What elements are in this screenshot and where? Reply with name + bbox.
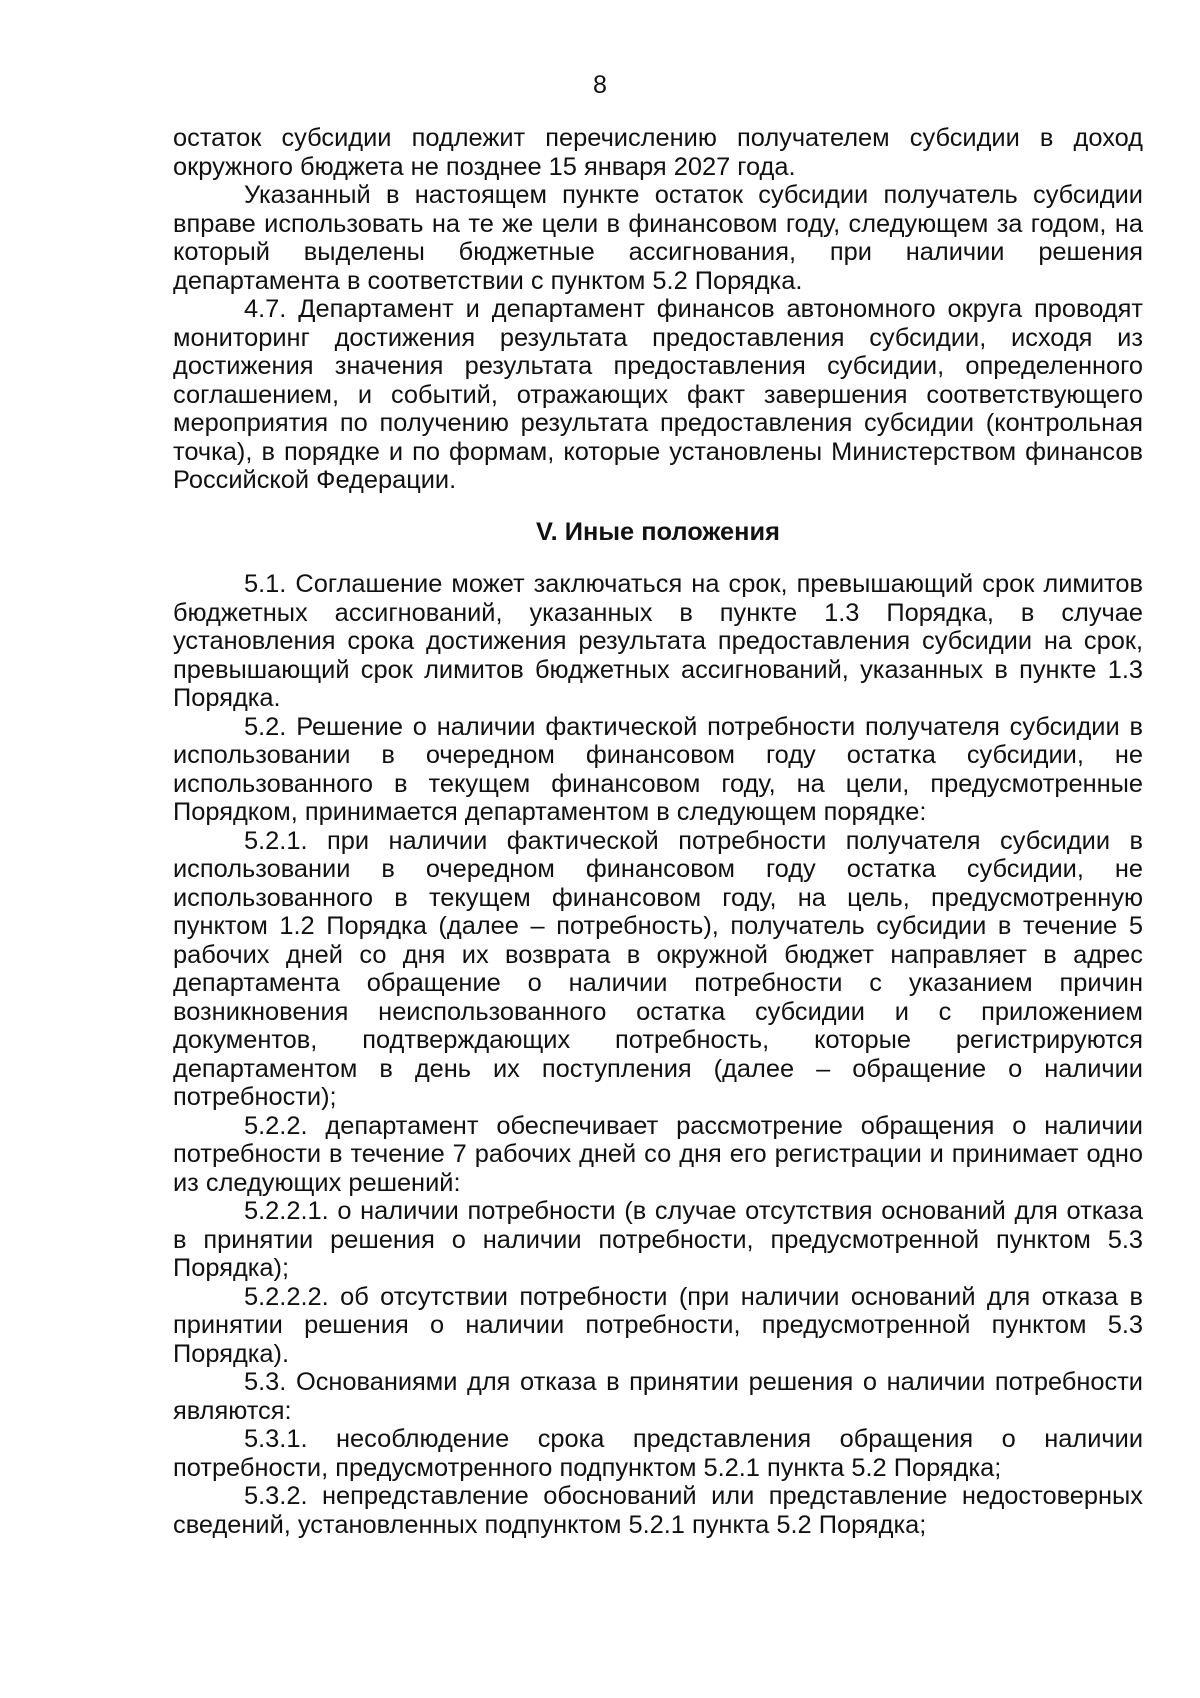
page-number: 8: [593, 71, 607, 99]
paragraph-5-2-2: 5.2.2. департамент обеспечивает рассмотрение обращения о наличии потребности в течение 7 рабочих дней со дня его регистрации и принимает одно из следующих решений:: [173, 1111, 1143, 1197]
paragraph-5-2: 5.2. Решение о наличии фактической потребности получателя субсидии в использовании в очередном финансовом году остатка субсидии, не использованного в текущем финансовом году, на цели, предусмотренные Порядком, принимается департаментом в следующем порядке:: [173, 712, 1143, 826]
paragraph-5-3-1: 5.3.1. несоблюдение срока представления обращения о наличии потребности, предусмотренного подпунктом 5.2.1 пункта 5.2 Порядка;: [173, 1425, 1143, 1482]
paragraph-5-2-2-1: 5.2.2.1. о наличии потребности (в случае отсутствия оснований для отказа в принятии решения о наличии потребности, предусмотренной пунктом 5.3 Порядка);: [173, 1197, 1143, 1282]
paragraph-5-2-1: 5.2.1. при наличии фактической потребности получателя субсидии в использовании в очередном финансовом году остатка субсидии, не использованного в текущем финансовом году, на цель, предусмотренную пунктом 1.2 Порядка (далее – потребность), получатель субсидии в течение 5 рабочих дней со дня их возврата в окружной бюджет направляет в адрес департамента обращение о наличии потребности с указанием причин возникновения неиспользованного остатка субсидии и с приложением документов, подтверждающих потребность, которые регистрируются департаментом в день их поступления (далее – обращение о наличии потребности);: [173, 826, 1143, 1111]
paragraph-5-3: 5.3. Основаниями для отказа в принятии решения о наличии потребности являются:: [173, 1368, 1143, 1425]
paragraph: Указанный в настоящем пункте остаток субсидии получатель субсидии вправе использовать на те же цели в финансовом году, следующем за годом, на который выделены бюджетные ассигнования, при наличии решения департамента в соответствии с пунктом 5.2 Порядка.: [173, 181, 1143, 295]
paragraph-5-3-2: 5.3.2. непредставление обоснований или представление недостоверных сведений, установленных подпунктом 5.2.1 пункта 5.2 Порядка;: [173, 1482, 1143, 1539]
paragraph-5-2-2-2: 5.2.2.2. об отсутствии потребности (при наличии оснований для отказа в принятии решения о наличии потребности, предусмотренной пунктом 5.3 Порядка).: [173, 1282, 1143, 1368]
paragraph-5-1: 5.1. Соглашение может заключаться на срок, превышающий срок лимитов бюджетных ассигнований, указанных в пункте 1.3 Порядка, в случае установления срока достижения результата предоставления субсидии на срок, превышающий срок лимитов бюджетных ассигнований, указанных в пункте 1.3 Порядка.: [173, 570, 1143, 712]
paragraph-continuation: остаток субсидии подлежит перечислению получателем субсидии в доход окружного бюджета не позднее 15 января 2027 года.: [173, 124, 1143, 181]
paragraph-4-7: 4.7. Департамент и департамент финансов автономного округа проводят мониторинг достижения результата предоставления субсидии, исходя из достижения значения результата предоставления субсидии, определенного соглашением, и событий, отражающих факт завершения соответствующего мероприятия по получению результата предоставления субсидии (контрольная точка), в порядке и по формам, которые установлены Министерством финансов Российской Федерации.: [173, 295, 1143, 494]
document-body: [173, 124, 1143, 1539]
section-title: V. Иные положения: [536, 517, 780, 546]
